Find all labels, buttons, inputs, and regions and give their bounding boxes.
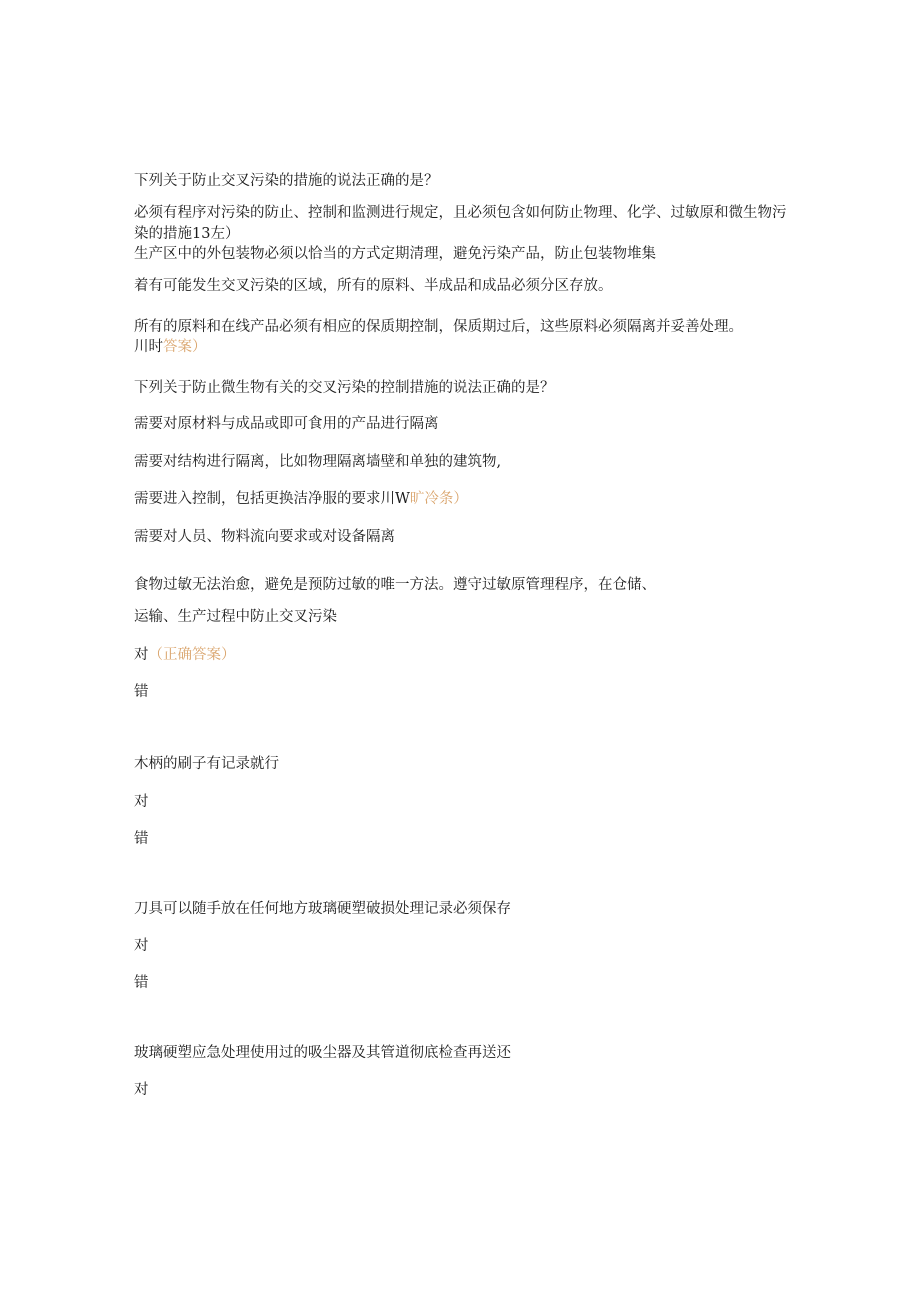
answer-mark: （正确答案） bbox=[148, 647, 236, 663]
question-1-text: 下列关于防止交叉污染的措施的说法正确的是？ bbox=[134, 173, 439, 189]
question-4-option-true: 对 bbox=[134, 794, 149, 810]
question-1-option-d-tail bbox=[134, 337, 207, 357]
question-1-option-d-suffix: 川时 bbox=[134, 339, 163, 355]
question-5-option-false: 错 bbox=[134, 975, 149, 991]
question-6-option-true: 对 bbox=[134, 1082, 149, 1098]
question-2-option-c bbox=[134, 489, 468, 509]
question-1-option-d: 所有的原料和在线产品必须有相应的保质期控制，保质期过后，这些原料必须隔离并妥善处理。 bbox=[134, 319, 743, 335]
question-2-option-c-text: 需要进入控制，包括更换洁净服的要求川W bbox=[134, 491, 410, 507]
question-2-option-d: 需要对人员、物料流向要求或对设备隔离 bbox=[134, 529, 395, 545]
answer-mark: 旷冷条） bbox=[409, 491, 468, 507]
question-2-option-b: 需要对结构进行隔离，比如物理隔离墙壁和单独的建筑物, bbox=[134, 454, 502, 470]
question-4-option-false: 错 bbox=[134, 831, 149, 847]
question-3-true-label: 对 bbox=[134, 647, 149, 663]
question-3-option-true bbox=[134, 645, 236, 665]
question-3-text-line-2: 运输、生产过程中防止交叉污染 bbox=[134, 609, 337, 625]
question-3-option-false: 错 bbox=[134, 684, 149, 700]
question-4-text: 木柄的刷子有记录就行 bbox=[134, 756, 279, 772]
question-5-text: 刀具可以随手放在任何地方玻璃硬塑破损处理记录必须保存 bbox=[134, 901, 511, 917]
answer-mark: 答案） bbox=[163, 339, 207, 355]
question-1-option-c: 着有可能发生交叉污染的区域，所有的原料、半成品和成品必须分区存放。 bbox=[134, 278, 613, 294]
question-5-option-true: 对 bbox=[134, 938, 149, 954]
question-1-option-a: 必须有程序对污染的防止、控制和监测进行规定，且必须包含如何防止物理、化学、过敏原和微生物污染的措施13左） bbox=[134, 205, 787, 242]
question-2-text: 下列关于防止微生物有关的交叉污染的控制措施的说法正确的是？ bbox=[134, 380, 555, 396]
question-2-option-a: 需要对原材料与成品或即可食用的产品进行隔离 bbox=[134, 416, 439, 432]
question-3-text-line-1: 食物过敏无法治愈，避免是预防过敏的唯一方法。遵守过敏原管理程序，在仓储、 bbox=[134, 577, 656, 593]
question-1-option-b: 生产区中的外包装物必须以恰当的方式定期清理，避免污染产品，防止包装物堆集 bbox=[134, 246, 656, 262]
question-6-text: 玻璃硬塑应急处理使用过的吸尘器及其管道彻底检查再送还 bbox=[134, 1045, 511, 1061]
